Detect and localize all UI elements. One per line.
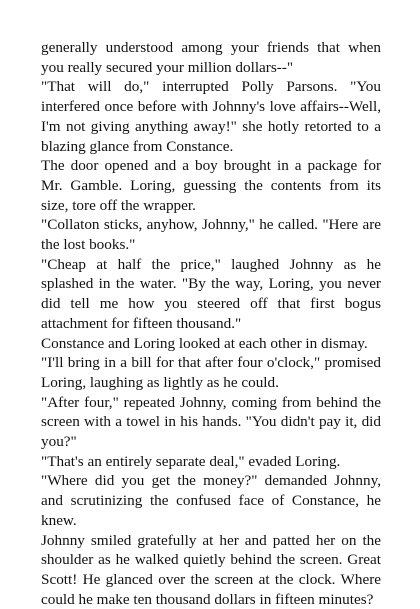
paragraph-3: The door opened and a boy brought in a package for Mr. Gamble. Loring, guessing the contents from its size, tore off the wrapper. — [41, 157, 381, 214]
paragraph-11: Johnny smiled gratefully at her and patted her on the shoulder as he walked quietly behind the screen. Great Scott! He glanced over the screen at the clock. Where could he make ten thousand dollars in fifteen minutes? — [41, 531, 381, 608]
paragraph-1: generally understood among your friends that when you really secured your million dollars--" — [41, 39, 381, 76]
paragraph-7: "I'll bring in a bill for that after four o'clock," promised Loring, laughing as lightly as he could. — [41, 354, 381, 391]
document-page — [41, 38, 381, 609]
paragraph-6: Constance and Loring looked at each other in dismay. — [41, 334, 368, 352]
paragraph-10: "Where did you get the money?" demanded Johnny, and scrutinizing the confused face of Constance, he knew. — [41, 472, 381, 529]
paragraph-8: "After four," repeated Johnny, coming from behind the screen with a towel in his hands. "You didn't pay it, did you?" — [41, 393, 381, 451]
paragraph-4: "Collaton sticks, anyhow, Johnny," he called. "Here are the lost books." — [41, 216, 381, 254]
paragraph-2: "That will do," interrupted Polly Parsons. "You interfered once before with Johnny's love affairs--Well, I'm not giving anything away!" she hotly retorted to a blazing glance from Constance. — [41, 78, 381, 155]
paragraph-9: "That's an entirely separate deal," evaded Loring. — [41, 452, 341, 470]
paragraph-5: "Cheap at half the price," laughed Johnny as he splashed in the water. "By the way, Loring, you never did tell me how you steered off that first bogus attachment for fifteen thousand." — [41, 255, 381, 332]
